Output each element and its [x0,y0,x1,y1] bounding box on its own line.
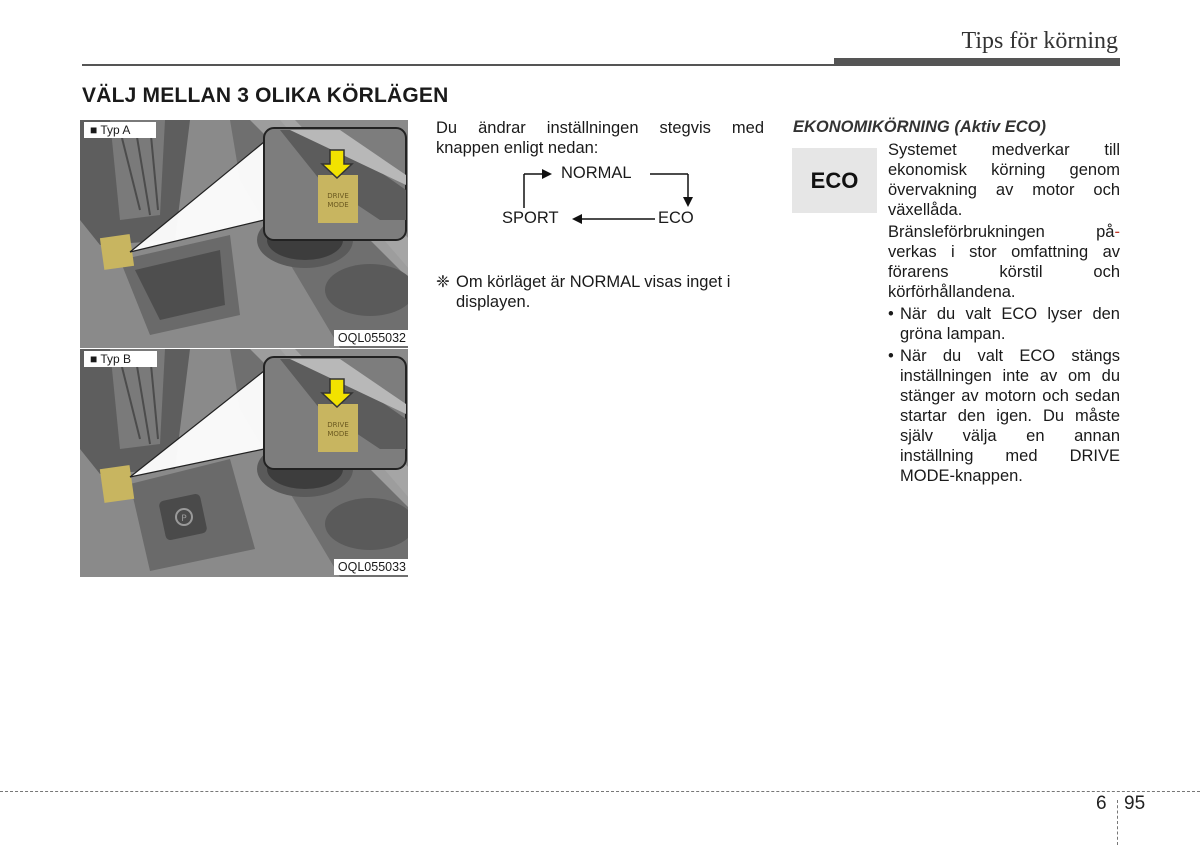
mode-eco-label: ECO [658,209,694,227]
para2-word: Bränsleförbrukningen på [888,223,1115,241]
section-title: VÄLJ MELLAN 3 OLIKA KÖRLÄGEN [82,84,449,107]
zoom-inset-b [264,357,406,469]
mode-cycle-diagram [500,162,700,234]
svg-text:P: P [181,514,187,524]
console-illustration-a [80,120,408,348]
header-rule-thick [834,58,1120,66]
footer-rule [0,791,1200,792]
bullet-dot: • [888,305,894,323]
eco-badge: ECO [792,148,877,213]
svg-text:DRIVE: DRIVE [327,192,349,200]
console-illustration-b [80,349,408,577]
figure-typ-b [80,349,408,577]
intro-paragraph: Du ändrar inställningen stegvis med knappen enligt nedan: [436,119,764,157]
chapter-number: 6 [1096,793,1107,814]
figure-label: ■ Typ B [84,351,157,367]
figure-typ-a [80,120,408,348]
figure-code: OQL055032 [334,330,408,346]
note-text: Om körläget är NORMAL visas inget i displayen. [456,273,731,311]
drive-mode-button [100,234,134,270]
eco-heading: EKONOMIKÖRNING (Aktiv ECO) [793,118,1047,136]
bullet-text: När du valt ECO lyser den gröna lampan. [900,305,1120,343]
page-number: 95 [1124,793,1146,814]
zoom-inset-a [264,128,406,240]
eco-paragraph-2: verkas i stor omfattning av förarens körstil och körförhållandena. [888,243,1120,301]
svg-text:MODE: MODE [327,430,349,438]
running-header: Tips för körning [961,28,1118,54]
eco-bullet-item [888,346,1120,486]
drive-mode-button [100,465,134,503]
bullet-text: När du valt ECO stängs inställningen inte av om du stänger av motorn och sedan startar den igen. Du måste själv välja en annan inställning med DRIVE MODE-knappen. [900,347,1120,485]
bullet-dot: • [888,347,894,365]
page-number-separator [1117,800,1118,845]
svg-text:DRIVE: DRIVE [327,421,349,429]
figure-label: ■ Typ A [84,122,156,138]
svg-text:MODE: MODE [327,201,349,209]
eco-paragraph-2-line-1 [888,222,1120,242]
note-symbol: ❈ [436,273,450,291]
mode-sport-label: SPORT [502,209,559,227]
para2-hyphen: - [1114,223,1120,241]
figure-code: OQL055033 [334,559,408,575]
note [436,272,766,312]
eco-bullet-item [888,304,1120,344]
header-rule [82,64,834,66]
eco-paragraph-1: Systemet medverkar till ekonomisk körning genom övervakning av motor och växellåda. [888,141,1120,219]
mode-normal-label: NORMAL [561,164,632,182]
